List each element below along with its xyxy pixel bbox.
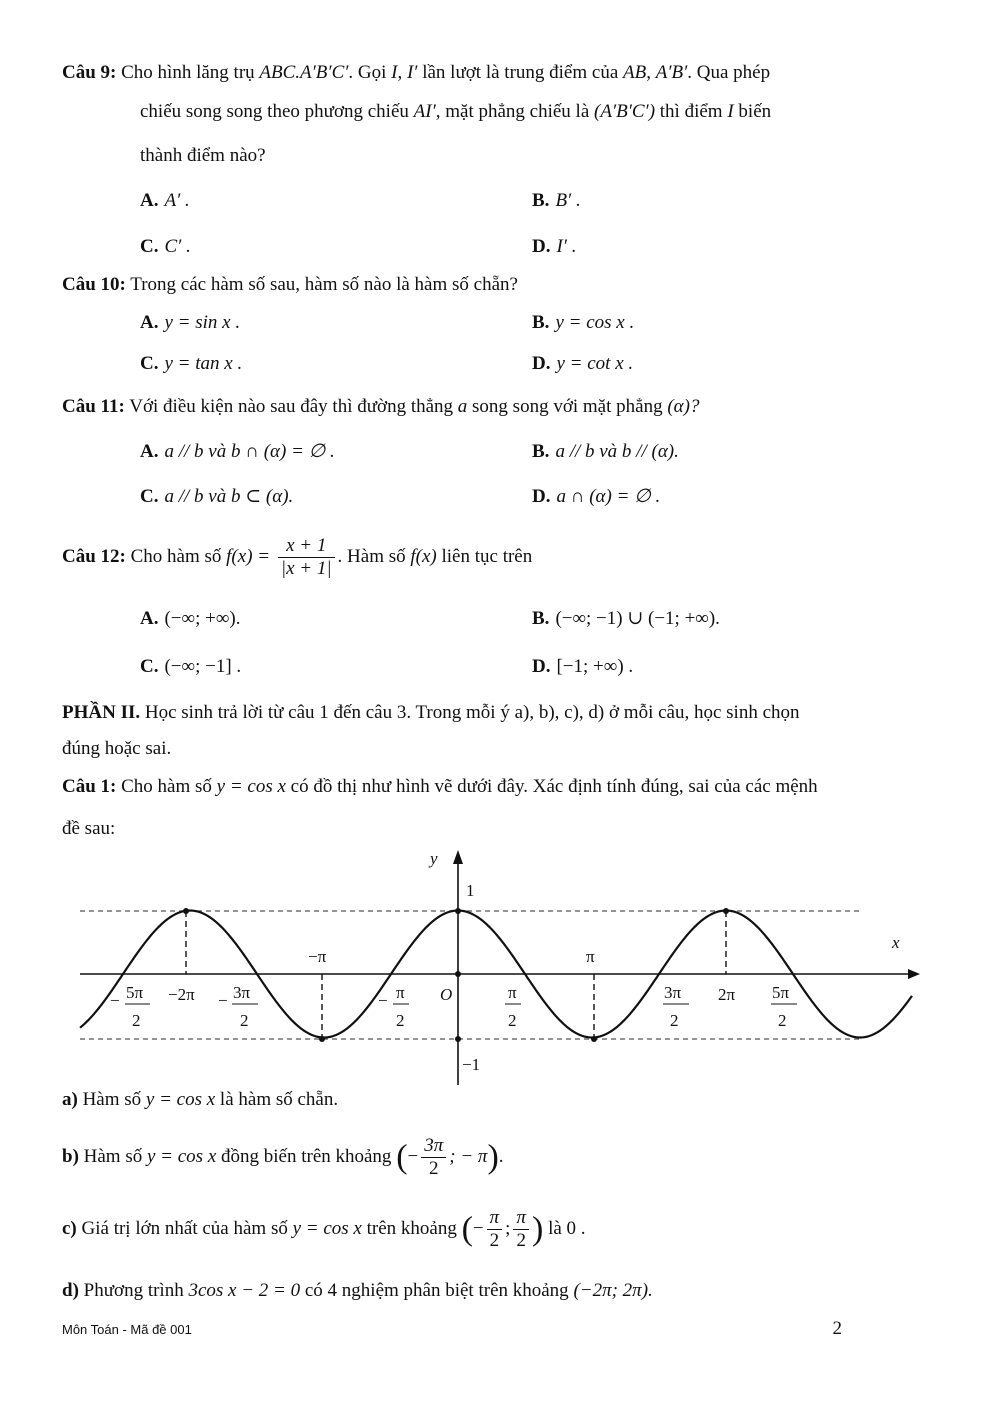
label-pi-over-2-num: π xyxy=(508,983,517,1002)
y-axis-arrow-icon xyxy=(453,850,463,864)
svg-text:−: − xyxy=(110,991,120,1010)
q9-option-b[interactable]: B. B′ . xyxy=(532,190,581,211)
svg-text:2: 2 xyxy=(396,1011,405,1030)
svg-text:2: 2 xyxy=(132,1011,141,1030)
q9-option-c[interactable]: C. C′ . xyxy=(140,236,191,257)
c1-label: Câu 1: xyxy=(62,776,117,797)
x-axis-label: x xyxy=(892,933,900,952)
label-5pi-over-2-num: 5π xyxy=(772,983,790,1002)
q12-fraction: $\frac{x + 1}{|x + 1|}$ xyxy=(278,535,335,580)
origin-point xyxy=(455,971,461,977)
q11-option-d[interactable]: D. a ∩ (α) = ∅ . xyxy=(532,486,661,507)
c1-line1: Câu 1: Cho hàm số y = cos x có đồ thị như hình vẽ dưới đây. Xác định tính đúng, sai của các mệnh xyxy=(62,776,818,797)
label-minus-2pi: −2π xyxy=(168,985,195,1004)
q12-option-b[interactable]: B. (−∞; −1) ∪ (−1; +∞). xyxy=(532,608,720,629)
q10-option-c[interactable]: C. y = tan x . xyxy=(140,353,243,374)
svg-text:2: 2 xyxy=(508,1011,517,1030)
svg-text:2: 2 xyxy=(240,1011,249,1030)
label-minus-5pi-over-2-num: 5π xyxy=(126,983,144,1002)
q11-line: Câu 11: Với điều kiện nào sau đây thì đường thẳng a song song với mặt phẳng (α)? xyxy=(62,396,700,417)
point-minus-2pi xyxy=(183,908,189,914)
q12-label: Câu 12: xyxy=(62,546,126,567)
label-2pi: 2π xyxy=(718,985,736,1004)
point-2pi xyxy=(723,908,729,914)
stmt-b: b) Hàm số y = cos x đồng biến trên khoảng (− $\frac{3\pi}{2}$ ; − π). xyxy=(62,1135,504,1180)
q10-option-d[interactable]: D. y = cot x . xyxy=(532,353,634,374)
q9-line1: Câu 9: Cho hình lăng trụ ABC.A′B′C′. Gọi I, I′ lần lượt là trung điểm của AB, A′B′. Qua phép xyxy=(62,62,771,83)
q10-label: Câu 10: xyxy=(62,274,126,295)
svg-text:2: 2 xyxy=(670,1011,679,1030)
label-minus-pi: −π xyxy=(308,947,327,966)
q11-option-a[interactable]: A. a // b và b ∩ (α) = ∅ . xyxy=(140,441,335,462)
stmt-c: c) Giá trị lớn nhất của hàm số y = cos x trên khoảng (− $\frac{\pi}{2}$ ; $\frac{\pi}{2}$ ) là 0 . xyxy=(62,1207,586,1252)
cosine-graph xyxy=(0,840,992,1090)
c1-line2: đề sau: xyxy=(62,818,116,839)
footer-subject: Môn Toán - Mã đề 001 xyxy=(62,1322,192,1337)
q12-option-c[interactable]: C. (−∞; −1] . xyxy=(140,656,242,677)
label-minus-one: −1 xyxy=(462,1055,481,1074)
point-minus-one xyxy=(455,1036,461,1042)
label-minus-3pi-over-2-num: 3π xyxy=(233,983,251,1002)
q9-line2: chiếu song song theo phương chiếu AI′, mặt phẳng chiếu là (A′B′C′) thì điểm I biến xyxy=(140,101,772,122)
q9-option-a[interactable]: A. A′ . xyxy=(140,190,190,211)
q10-option-b[interactable]: B. y = cos x . xyxy=(532,312,635,333)
point-pi xyxy=(591,1036,597,1042)
label-3pi-over-2-num: 3π xyxy=(664,983,682,1002)
point-zero xyxy=(455,908,461,914)
q12-line: Câu 12: Cho hàm số f(x) = $\frac{x + 1}{|x + 1|}$ . Hàm số f(x) liên tục trên xyxy=(62,535,533,580)
point-minus-pi xyxy=(319,1036,325,1042)
part2-line1: PHẦN II. Học sinh trả lời từ câu 1 đến câu 3. Trong mỗi ý a), b), c), d) ở mỗi câu, học sinh chọn xyxy=(62,702,800,723)
label-pi: π xyxy=(586,947,595,966)
page-number: 2 xyxy=(832,1318,842,1339)
label-minus-pi-over-2-num: π xyxy=(396,983,405,1002)
q11-option-c[interactable]: C. a // b và b ⊂ (α). xyxy=(140,486,294,507)
q11-option-b[interactable]: B. a // b và b // (α). xyxy=(532,441,679,462)
origin-label: O xyxy=(440,985,453,1004)
part2-label: PHẦN II. xyxy=(62,702,141,723)
label-one: 1 xyxy=(466,881,475,900)
x-axis-arrow-icon xyxy=(908,969,920,979)
q11-label: Câu 11: xyxy=(62,396,125,417)
stmt-d: d) Phương trình 3cos x − 2 = 0 có 4 nghiệm phân biệt trên khoảng (−2π; 2π). xyxy=(62,1280,653,1301)
q10-line: Câu 10: Trong các hàm số sau, hàm số nào là hàm số chẵn? xyxy=(62,274,518,295)
svg-text:−: − xyxy=(378,991,388,1010)
svg-text:2: 2 xyxy=(778,1011,787,1030)
q12-option-d[interactable]: D. [−1; +∞) . xyxy=(532,656,634,677)
q9-line3: thành điểm nào? xyxy=(140,145,266,166)
q10-option-a[interactable]: A. y = sin x . xyxy=(140,312,241,333)
q9-label: Câu 9: xyxy=(62,62,117,83)
part2-line2: đúng hoặc sai. xyxy=(62,738,172,759)
q12-option-a[interactable]: A. (−∞; +∞). xyxy=(140,608,241,629)
stmt-a: a) Hàm số y = cos x là hàm số chẵn. xyxy=(62,1089,339,1110)
q9-option-d[interactable]: D. I′ . xyxy=(532,236,577,257)
svg-text:−: − xyxy=(218,991,228,1010)
y-axis-label: y xyxy=(430,849,438,868)
